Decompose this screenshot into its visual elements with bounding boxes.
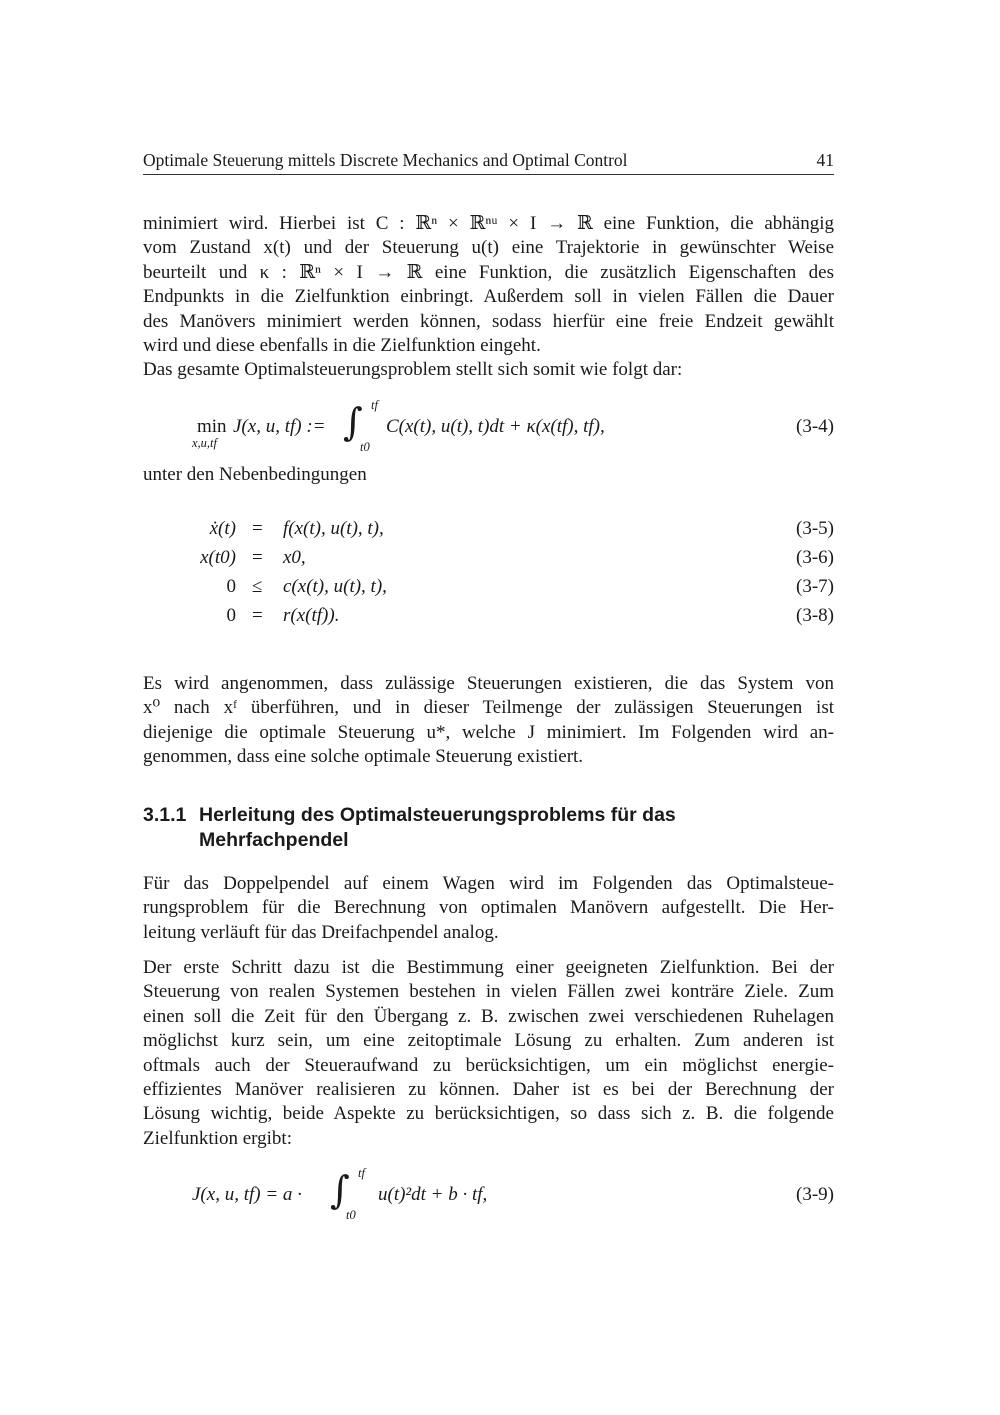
equation-3-4 (143, 398, 834, 460)
constraint-rhs: f(x(t), u(t), t), (283, 518, 384, 539)
min-operator: min (197, 416, 227, 437)
constraint-row (143, 605, 834, 631)
constraint-intro (143, 463, 834, 487)
text-line: Es wird angenommen, dass zulässige Steuerungen existieren, die das System von (143, 673, 834, 694)
text-line: des Manövers minimiert werden können, sodass hierfür eine freie Endzeit gewählt (143, 310, 834, 332)
paragraph-double-pendulum (143, 872, 834, 945)
text-line: Der erste Schritt dazu ist die Bestimmung einer geeigneten Zielfunktion. Bei der (143, 957, 834, 978)
equation-3-9 (143, 1166, 834, 1228)
integral-upper-limit: tf (358, 1166, 365, 1180)
constraint-relation: = (252, 518, 263, 539)
text-line: diejenige die optimale Steuerung u*, welche J minimiert. Im Folgenden wird an- (143, 721, 834, 743)
constraint-relation: = (252, 605, 263, 626)
text-line: beurteilt und κ : ℝⁿ × I → ℝ eine Funktion, die zusätzlich Eigenschaften des (143, 261, 834, 283)
constraint-row (143, 576, 834, 602)
text-line: Lösung wichtig, beide Aspekte zu berücksichtigen, so dass sich z. B. die folgende (143, 1103, 834, 1125)
constraint-rhs: x0, (283, 547, 306, 568)
equation-number: (3-7) (796, 576, 834, 597)
constraint-row (143, 547, 834, 573)
text-line: vom Zustand x(t) und der Steuerung u(t) eine Trajektorie in gewünschter Weise (143, 237, 834, 259)
constraint-block (143, 518, 834, 638)
text-line: möglichst kurz sein, um eine zeitoptimale Lösung zu erhalten. Zum anderen ist (143, 1030, 834, 1052)
text-line: effizientes Manöver realisieren zu können. Daher ist es bei der Berechnung der (143, 1079, 834, 1101)
equation-rhs: C(x(t), u(t), t)dt + κ(x(tf), tf), (386, 416, 605, 437)
text-line: Für das Doppelpendel auf einem Wagen wird im Folgenden das Optimalsteue- (143, 873, 834, 894)
equation-number: (3-8) (796, 605, 834, 626)
paragraph-objective (143, 956, 834, 1151)
text-line: unter den Nebenbedingungen (143, 464, 367, 485)
text-line: Steuerung von realen Systemen bestehen in vielen Fällen zwei konträre Ziele. Zum (143, 981, 834, 1003)
constraint-lhs: 0 (226, 576, 236, 597)
text-line: oftmals auch der Steueraufwand zu berücksichtigen, um ein möglichst energie- (143, 1054, 834, 1076)
integral-lower-limit: t0 (360, 440, 370, 454)
text-line: Das gesamte Optimalsteuerungsproblem stellt sich somit wie folgt dar: (143, 359, 683, 381)
equation-number: (3-4) (796, 416, 834, 437)
equation-lhs: J(x, u, tf) = a · (192, 1184, 302, 1205)
page-number: 41 (816, 150, 834, 170)
integral-upper-limit: tf (371, 398, 378, 412)
section-title-line: Herleitung des Optimalsteuerungsproblems für das (199, 804, 676, 826)
text-line: x⁰ nach xᶠ überführen, und in dieser Teilmenge der zulässigen Steuerungen ist (143, 697, 834, 719)
text-line: einen soll die Zeit für den Übergang z. B. zwischen zwei verschiedenen Ruhelagen (143, 1005, 834, 1027)
constraint-relation: ≤ (252, 576, 263, 597)
constraint-lhs: 0 (226, 605, 236, 626)
paragraph-existence (143, 672, 834, 770)
constraint-row (143, 518, 834, 544)
paragraph-intro (143, 212, 834, 383)
constraint-rhs: c(x(t), u(t), t), (283, 576, 387, 597)
text-line: leitung verläuft für das Dreifachpendel analog. (143, 921, 499, 943)
constraint-lhs: x(t0) (200, 547, 236, 568)
section-heading (143, 803, 834, 855)
text-line: minimiert wird. Hierbei ist C : ℝⁿ × ℝⁿᵘ × I → ℝ eine Funktion, die abhängig (143, 213, 834, 234)
running-header (143, 150, 834, 175)
integral-sign: ∫ (343, 400, 363, 444)
constraint-rhs: r(x(tf)). (283, 605, 340, 626)
integral-lower-limit: t0 (346, 1208, 356, 1222)
integral-sign: ∫ (330, 1168, 350, 1212)
text-line: Zielfunktion ergibt: (143, 1127, 292, 1149)
section-number: 3.1.1 (143, 804, 187, 826)
text-line: wird und diese ebenfalls in die Zielfunktion eingeht. (143, 335, 541, 357)
text-line: rungsproblem für die Berechnung von optimalen Manövern aufgestellt. Die Her- (143, 897, 834, 919)
running-title: Optimale Steuerung mittels Discrete Mechanics and Optimal Control (143, 150, 628, 170)
equation-rhs: u(t)²dt + b · tf, (378, 1184, 488, 1205)
text-line: genommen, dass eine solche optimale Steuerung existiert. (143, 746, 584, 768)
equation-number: (3-6) (796, 547, 834, 568)
constraint-relation: = (252, 547, 263, 568)
equation-number: (3-5) (796, 518, 834, 539)
constraint-lhs: ẋ(t) (209, 518, 236, 539)
text-line: Endpunkts in die Zielfunktion einbringt. Außerdem soll in vielen Fällen die Dauer (143, 286, 834, 308)
section-title-line: Mehrfachpendel (199, 829, 349, 851)
equation-number: (3-9) (796, 1184, 834, 1205)
equation-lhs: J(x, u, tf) := (233, 416, 326, 437)
min-subscript: x,u,tf (192, 436, 217, 450)
